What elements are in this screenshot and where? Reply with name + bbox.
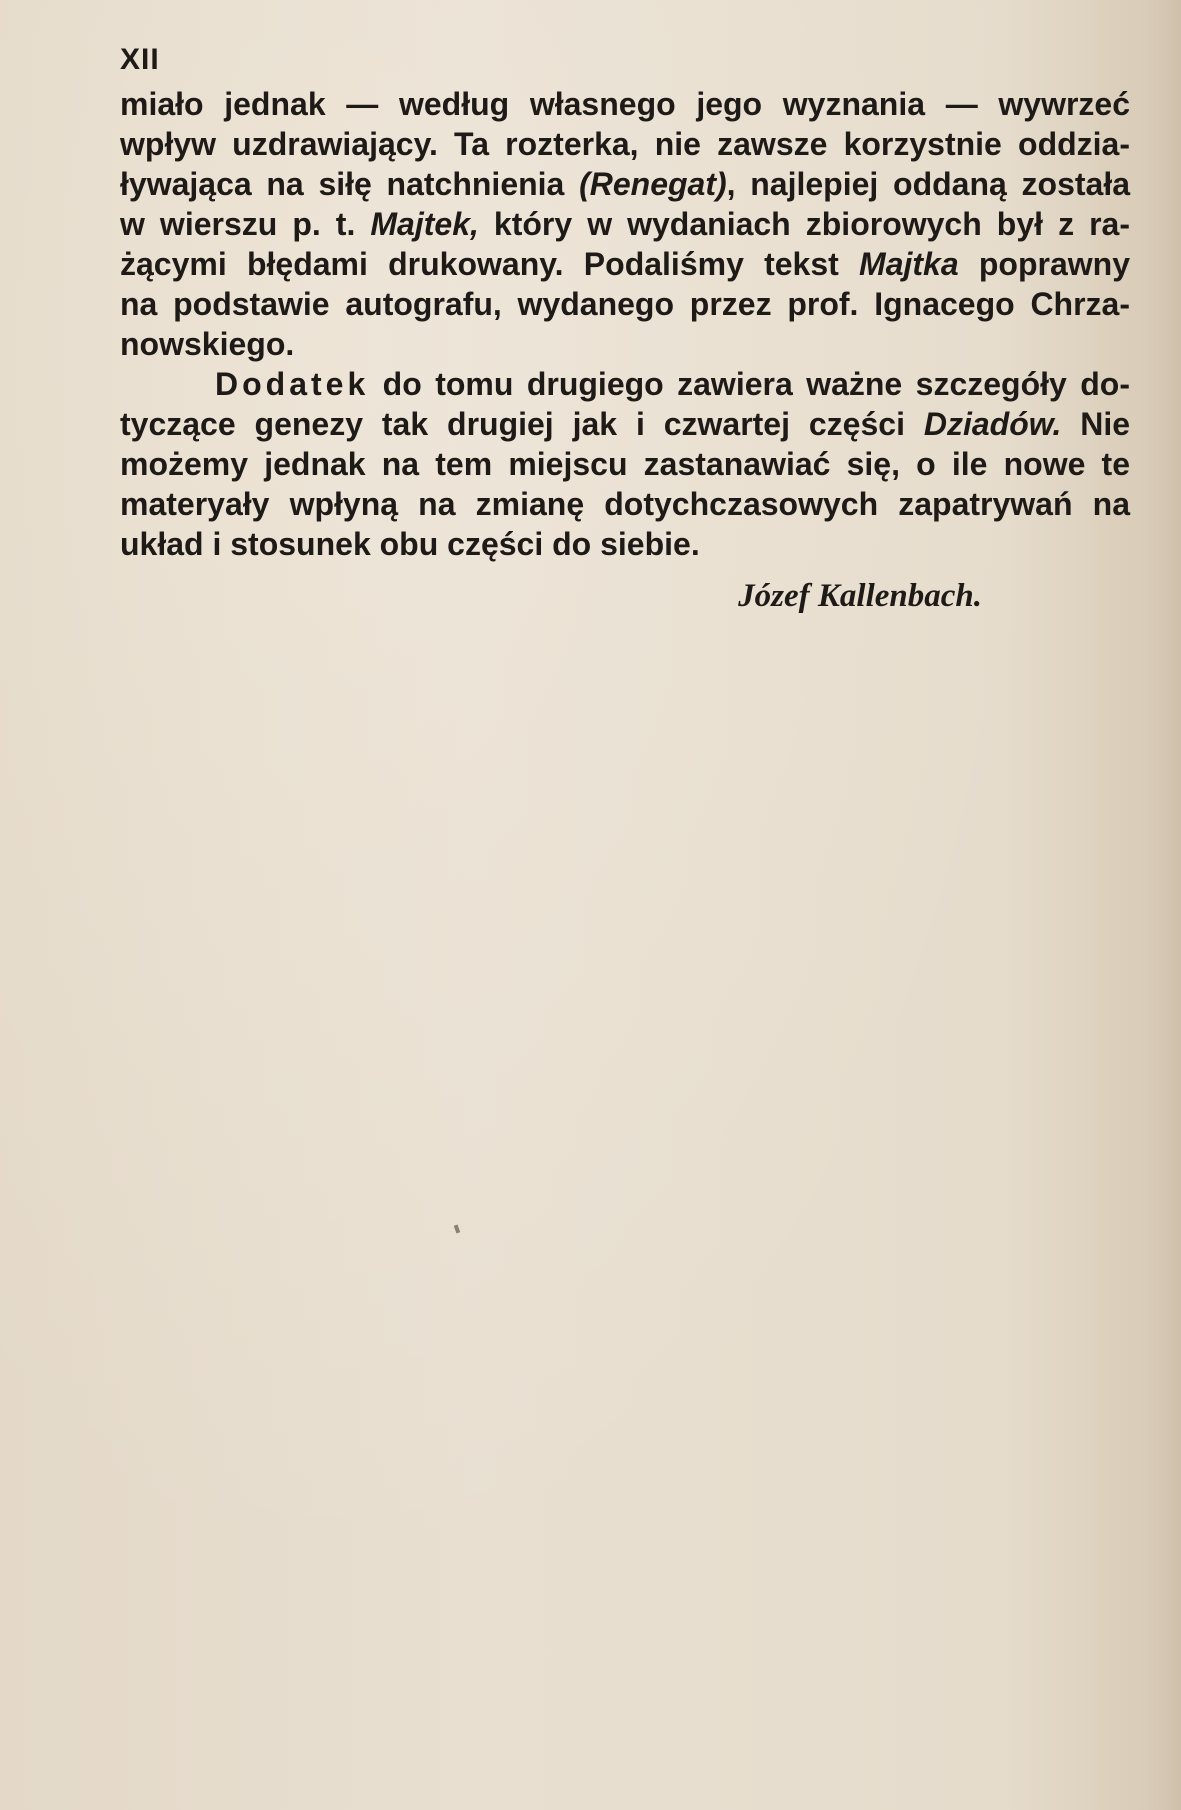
- paragraph-1-line-2: wpływ uzdrawiający. Ta rozterka, nie zawsze korzystnie oddzia-: [120, 126, 1130, 162]
- paragraph-1-line-3: ływająca na siłę natchnienia (Renegat), najlepiej oddaną została: [120, 166, 1131, 202]
- paragraph-1: [120, 84, 1130, 364]
- spaced-word: Dodatek: [215, 366, 370, 402]
- paragraph-2-line-3: możemy jednak na tem miejscu zastanawiać się, o ile nowe te: [120, 446, 1130, 482]
- paragraph-1-line-5: żącymi błędami drukowany. Podaliśmy tekst Majtka poprawny: [120, 246, 1131, 282]
- page-number: XII: [120, 43, 160, 76]
- italic-title: Majtek,: [370, 206, 479, 242]
- italic-title: (Renegat): [579, 166, 727, 202]
- paragraph-1-line-1: miało jednak — według własnego jego wyznania — wywrzeć: [120, 86, 1130, 122]
- paragraph-1-line-4: w wierszu p. t. Majtek, który w wydaniach zbiorowych był z ra-: [120, 206, 1131, 242]
- italic-title: Majtka: [859, 246, 959, 282]
- paragraph-1-line-7: nowskiego.: [120, 326, 295, 362]
- paragraph-2-line-1: Dodatek do tomu drugiego zawiera ważne szczegóły do-: [215, 366, 1130, 402]
- paragraph-2: [120, 364, 1130, 564]
- signature: Józef Kallenbach.: [738, 578, 982, 614]
- italic-title: Dziadów.: [923, 406, 1062, 442]
- paragraph-1-line-6: na podstawie autografu, wydanego przez prof. Ignacego Chrza-: [120, 286, 1130, 322]
- paragraph-2-line-5: układ i stosunek obu części do siebie.: [120, 526, 700, 562]
- paragraph-2-line-4: materyały wpłyną na zmianę dotychczasowych zapatrywań na: [120, 486, 1130, 522]
- text-block: [120, 40, 1130, 616]
- paragraph-2-line-2: tyczące genezy tak drugiej jak i czwartej części Dziadów. Nie: [120, 406, 1131, 442]
- paper-speck: [454, 1225, 460, 1234]
